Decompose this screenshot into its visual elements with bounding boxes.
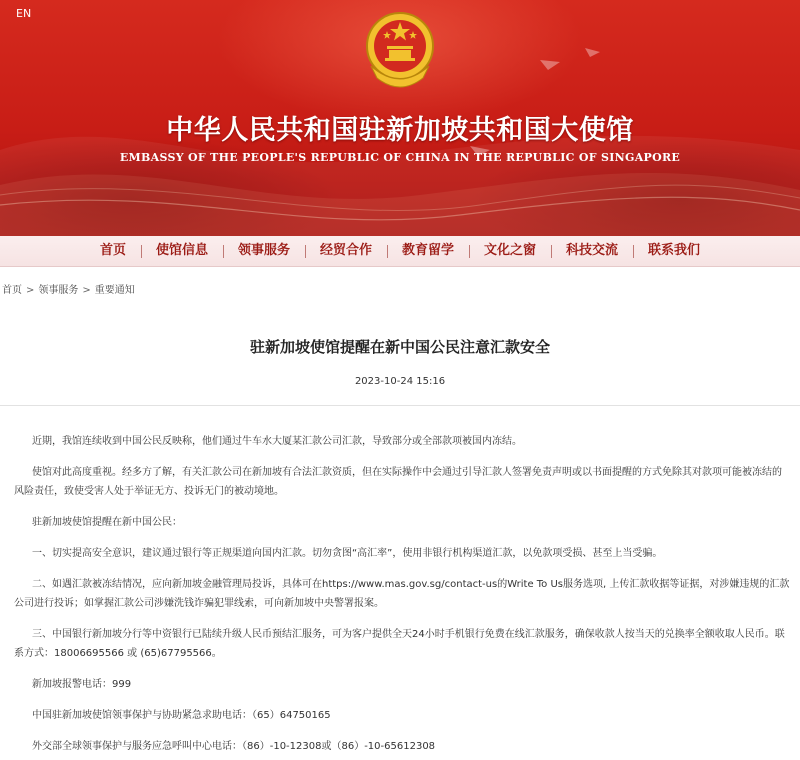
breadcrumb-important-notices[interactable]: 重要通知	[94, 285, 135, 296]
embassy-title-chinese: 中华人民共和国驻新加坡共和国大使馆	[166, 115, 634, 146]
nav-item-science-tech[interactable]: 科技交流	[551, 236, 633, 266]
article-date: 2023-10-24 15:16	[354, 376, 446, 387]
nav-item-home[interactable]: 首页	[99, 243, 126, 258]
article-title: 驻新加坡使馆提醒在新中国公民注意汇款安全	[249, 338, 550, 357]
breadcrumb-separator: >	[26, 285, 35, 296]
nav-item-contact-us[interactable]: 联系我们	[633, 236, 715, 266]
breadcrumb	[2, 281, 135, 296]
nav-item-embassy-info[interactable]: 使馆信息	[141, 236, 223, 266]
nav-item-economic-cooperation[interactable]: 经贸合作	[305, 236, 387, 266]
breadcrumb-separator: >	[82, 285, 91, 296]
article-paragraph: 一、切实提高安全意识，建议通过银行等正规渠道向国内汇款。切勿贪图“高汇率”，使用非银行机构渠道汇款，以免款项受损、甚至上当受骗。	[32, 548, 663, 559]
embassy-title-english: EMBASSY OF THE PEOPLE'S REPUBLIC OF CHINA IN THE REPUBLIC OF SINGAPORE	[119, 151, 681, 164]
content-divider	[0, 405, 800, 406]
article-paragraph: 三、中国银行新加坡分行等中资银行已陆续升级人民币预结汇服务，可为客户提供全天24小时手机银行免费在线汇款服务，确保收款人按当天的兑换率全额收取人民币。联系方式：18006695566 或 (65)67795566。	[14, 629, 785, 659]
nav-item-education[interactable]: 教育留学	[387, 236, 469, 266]
breadcrumb-consular-services[interactable]: 领事服务	[38, 285, 79, 296]
article-body	[14, 432, 790, 760]
nav-item-culture[interactable]: 文化之窗	[469, 236, 551, 266]
nav-item-consular-services[interactable]: 领事服务	[223, 236, 305, 266]
embassy-emergency-hotline: 中国驻新加坡使馆领事保护与协助紧急求助电话：（65）64750165	[32, 710, 331, 721]
english-language-link[interactable]: EN	[16, 7, 32, 20]
article-paragraph: 使馆对此高度重视。经多方了解，有关汇款公司在新加坡有合法汇款资质，但在实际操作中会通过引导汇款人签署免责声明或以书面提醒的方式免除其对款项可能被冻结的风险责任，致使受害人处于举证无方、投诉无门的被动境地。	[14, 467, 782, 497]
police-hotline: 新加坡报警电话：999	[32, 679, 132, 690]
main-navigation	[0, 236, 800, 267]
article-paragraph: 二、如遇汇款被冻结情况，应向新加坡金融管理局投诉，具体可在https://www.mas.gov.sg/contact-us的Write To Us服务选项, 上传汇款收据等证据，对涉嫌违规的汇款公司进行投诉；如掌握汇款公司涉嫌洗钱诈骗犯罪线索，可向新加坡中央警署报案。	[14, 579, 790, 609]
national-emblem-icon	[363, 8, 437, 94]
breadcrumb-home[interactable]: 首页	[2, 285, 22, 296]
mfa-consular-hotline: 外交部全球领事保护与服务应急呼叫中心电话：（86）-10-12308或（86）-10-65612308	[32, 741, 436, 752]
header-banner	[0, 0, 800, 236]
article-paragraph: 驻新加坡使馆提醒在新中国公民：	[32, 517, 182, 528]
article-paragraph: 近期，我馆连续收到中国公民反映称，他们通过牛车水大厦某汇款公司汇款，导致部分或全部款项被国内冻结。	[32, 436, 522, 447]
